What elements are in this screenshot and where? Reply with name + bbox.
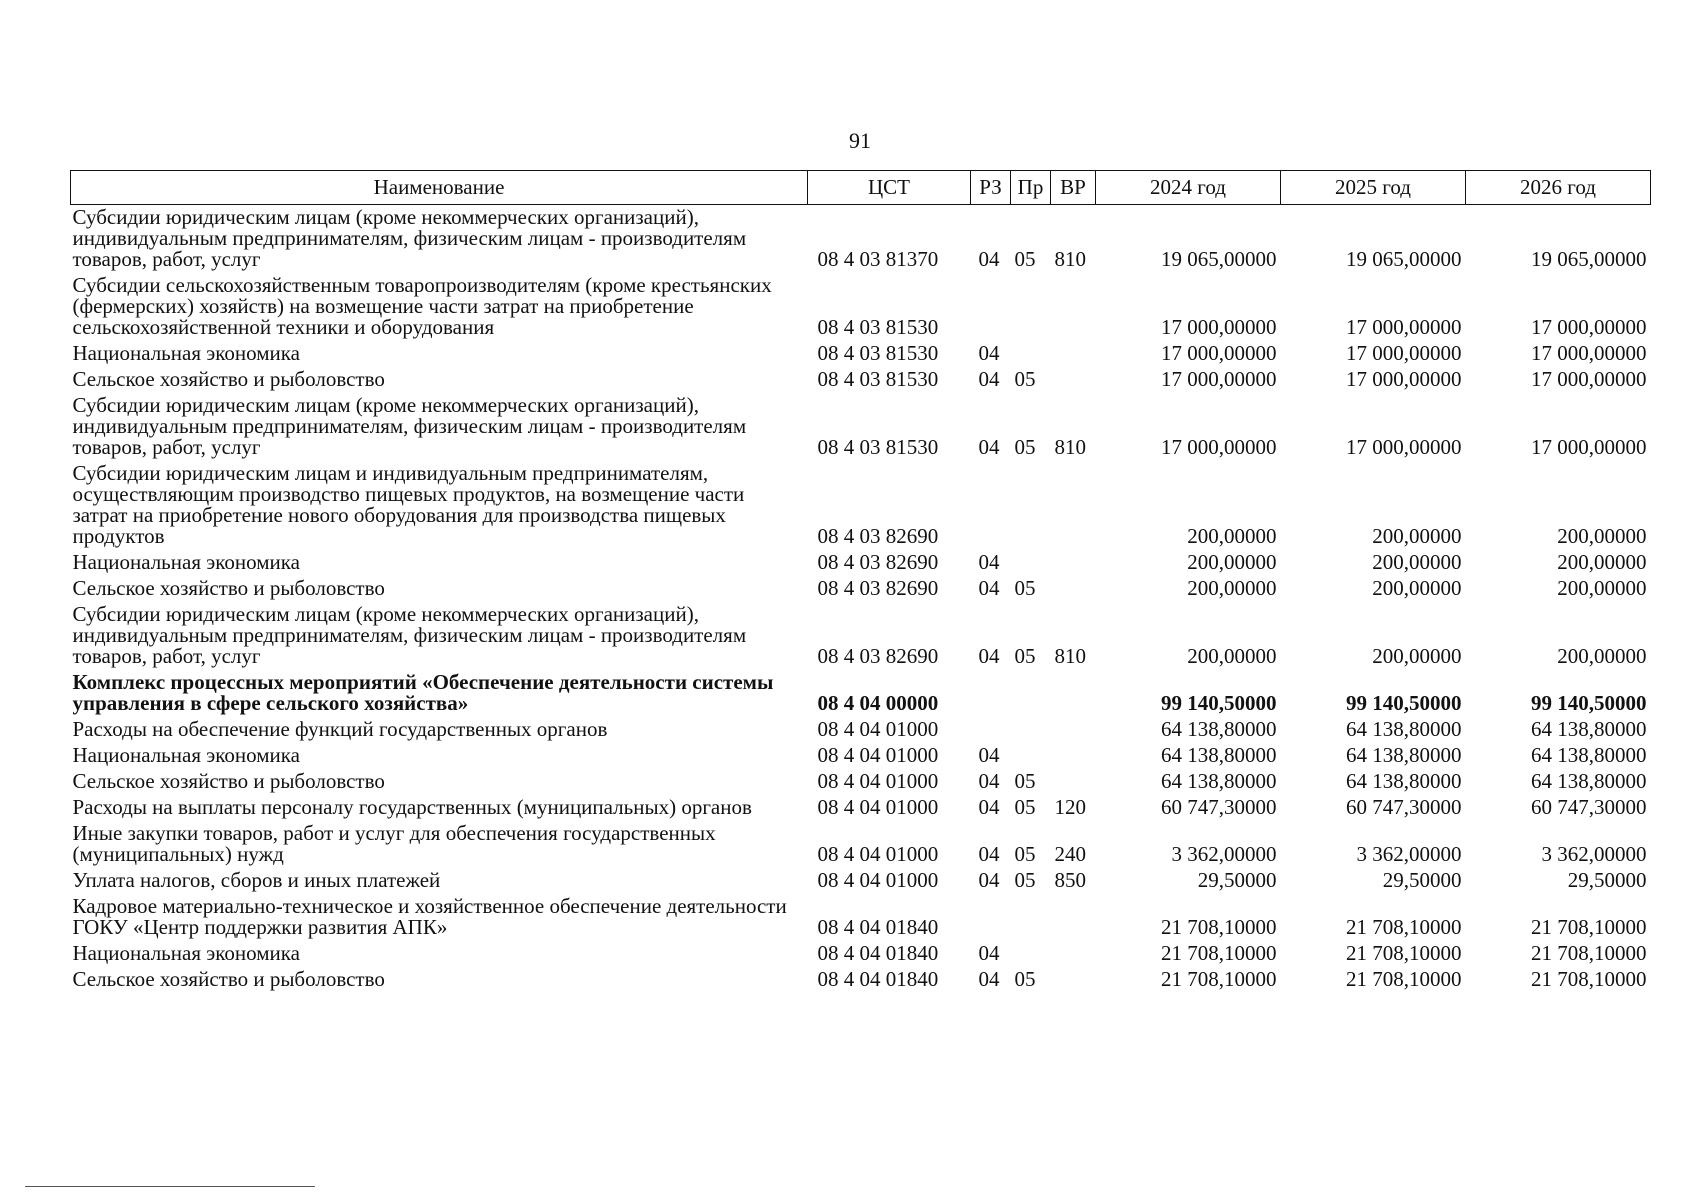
cell-name: Кадровое материально-техническое и хозяйственное обеспечение деятельности ГОКУ «Центр поддержки развития АПК» [72,894,787,939]
cell-pr [1011,894,1051,941]
cell-rz: 04 [978,743,1000,767]
cell-y2024: 21 708,10000 [1161,915,1277,939]
cell-name: Субсидии юридическим лицам (кроме некоммерческих организаций), индивидуальным предпринимателям, физическим лицам - производителям товаров, работ, услуг [72,205,747,271]
cell-rz: 04 [978,247,1000,271]
table-row [71,670,1651,717]
cell-vr [1051,550,1096,576]
cell-pr: 05 [1014,769,1036,793]
cell-name: Уплата налогов, сборов и иных платежей [72,868,441,892]
cell-y2026: 200,00000 [1557,644,1647,668]
cell-rz: 04 [978,367,1000,391]
cell-y2024: 200,00000 [1187,550,1277,574]
cell-y2025: 60 747,30000 [1346,795,1462,819]
cell-y2025: 64 138,80000 [1346,769,1462,793]
cell-y2025: 21 708,10000 [1346,941,1462,965]
cell-name: Расходы на выплаты персоналу государственных (муниципальных) органов [72,795,752,819]
cell-name: Сельское хозяйство и рыболовство [72,769,385,793]
cell-vr: 240 [1054,842,1086,866]
cell-y2025: 200,00000 [1372,550,1462,574]
cell-rz: 04 [978,941,1000,965]
table-row [71,821,1651,868]
cell-y2024: 17 000,00000 [1161,367,1277,391]
cell-cst: 08 4 04 01000 [817,743,939,767]
cell-y2026: 200,00000 [1557,576,1647,600]
table-row [71,868,1651,894]
cell-y2025: 3 362,00000 [1356,842,1462,866]
cell-rz: 04 [978,644,1000,668]
cell-y2026: 21 708,10000 [1531,915,1647,939]
cell-cst: 08 4 04 01000 [817,717,939,741]
cell-y2026: 64 138,80000 [1531,717,1647,741]
cell-vr [1051,769,1096,795]
cell-y2024: 64 138,80000 [1161,717,1277,741]
cell-cst: 08 4 04 00000 [817,691,939,715]
cell-vr: 810 [1054,247,1086,271]
cell-y2025: 200,00000 [1372,576,1462,600]
budget-table [70,170,1651,993]
cell-y2024: 19 065,00000 [1161,247,1277,271]
cell-y2026: 200,00000 [1557,550,1647,574]
cell-pr [1011,670,1051,717]
cell-vr: 810 [1054,435,1086,459]
cell-pr: 05 [1014,644,1036,668]
cell-name: Национальная экономика [72,743,300,767]
cell-y2024: 200,00000 [1187,576,1277,600]
cell-rz: 04 [978,341,1000,365]
cell-pr [1011,717,1051,743]
table-row [71,717,1651,743]
cell-vr [1051,941,1096,967]
cell-cst: 08 4 04 01840 [817,915,939,939]
cell-y2026: 29,50000 [1567,868,1647,892]
cell-y2025: 99 140,50000 [1346,691,1462,715]
cell-name: Национальная экономика [72,341,300,365]
cell-y2026: 99 140,50000 [1531,691,1647,715]
cell-name: Субсидии сельскохозяйственным товаропроизводителям (кроме крестьянских (фермерских) хозяйств) на возмещение части затрат на приобретение сельскохозяйственной техники и оборудования [72,273,772,339]
cell-pr [1011,941,1051,967]
cell-y2024: 200,00000 [1187,644,1277,668]
cell-pr [1011,743,1051,769]
cell-pr: 05 [1014,435,1036,459]
cell-rz [971,461,1011,550]
cell-pr: 05 [1014,367,1036,391]
cell-y2024: 21 708,10000 [1161,967,1277,991]
cell-name: Субсидии юридическим лицам (кроме некоммерческих организаций), индивидуальным предпринимателям, физическим лицам - производителям товаров, работ, услуг [72,602,747,668]
cell-rz: 04 [978,576,1000,600]
cell-vr [1051,894,1096,941]
cell-y2025: 200,00000 [1372,524,1462,548]
cell-name: Сельское хозяйство и рыболовство [72,367,385,391]
table-row [71,273,1651,341]
column-header-cst: ЦСТ [808,171,971,205]
cell-vr [1051,967,1096,993]
cell-y2026: 17 000,00000 [1531,435,1647,459]
cell-y2024: 60 747,30000 [1161,795,1277,819]
table-row [71,769,1651,795]
cell-vr [1051,717,1096,743]
column-header-2025: 2025 год [1281,171,1466,205]
cell-pr: 05 [1014,795,1036,819]
cell-cst: 08 4 04 01840 [817,941,939,965]
cell-y2024: 17 000,00000 [1161,435,1277,459]
cell-y2026: 19 065,00000 [1531,247,1647,271]
table-row [71,894,1651,941]
cell-rz [971,717,1011,743]
cell-rz: 04 [978,868,1000,892]
cell-cst: 08 4 03 82690 [817,524,939,548]
table-row [71,393,1651,461]
page-number: 91 [849,128,871,153]
cell-rz [971,894,1011,941]
cell-y2024: 99 140,50000 [1161,691,1277,715]
cell-cst: 08 4 04 01000 [817,795,939,819]
cell-y2026: 17 000,00000 [1531,341,1647,365]
cell-cst: 08 4 03 82690 [817,550,939,574]
cell-vr: 850 [1054,868,1086,892]
cell-name: Расходы на обеспечение функций государственных органов [72,717,608,741]
cell-rz [971,273,1011,341]
cell-pr [1011,273,1051,341]
cell-cst: 08 4 04 01000 [817,769,939,793]
cell-y2026: 64 138,80000 [1531,769,1647,793]
cell-cst: 08 4 03 81530 [817,367,939,391]
cell-y2024: 64 138,80000 [1161,769,1277,793]
cell-name: Национальная экономика [72,550,300,574]
cell-vr [1051,743,1096,769]
footer-divider [25,1186,315,1187]
cell-y2025: 17 000,00000 [1346,341,1462,365]
cell-cst: 08 4 03 82690 [817,644,939,668]
cell-rz: 04 [978,842,1000,866]
cell-vr [1051,341,1096,367]
cell-vr: 120 [1054,795,1086,819]
cell-vr: 810 [1054,644,1086,668]
cell-y2026: 17 000,00000 [1531,315,1647,339]
cell-y2025: 21 708,10000 [1346,915,1462,939]
cell-cst: 08 4 03 82690 [817,576,939,600]
cell-y2025: 21 708,10000 [1346,967,1462,991]
cell-pr: 05 [1014,576,1036,600]
cell-name: Сельское хозяйство и рыболовство [72,967,385,991]
cell-name: Комплекс процессных мероприятий «Обеспечение деятельности системы управления в сфере сельского хозяйства» [72,670,774,715]
cell-y2026: 64 138,80000 [1531,743,1647,767]
cell-name: Иные закупки товаров, работ и услуг для обеспечения государственных (муниципальных) нужд [72,821,716,866]
cell-y2024: 29,50000 [1197,868,1277,892]
cell-name: Национальная экономика [72,941,300,965]
table-row [71,461,1651,550]
cell-y2025: 17 000,00000 [1346,435,1462,459]
table-row [71,795,1651,821]
cell-rz: 04 [978,769,1000,793]
cell-name: Субсидии юридическим лицам (кроме некоммерческих организаций), индивидуальным предпринимателям, физическим лицам - производителям товаров, работ, услуг [72,393,747,459]
cell-y2024: 17 000,00000 [1161,341,1277,365]
table-body [71,205,1651,994]
column-header-pr: Пр [1011,171,1051,205]
cell-y2026: 21 708,10000 [1531,967,1647,991]
cell-rz: 04 [978,435,1000,459]
cell-pr: 05 [1014,842,1036,866]
table-row [71,550,1651,576]
cell-y2026: 3 362,00000 [1541,842,1647,866]
cell-y2024: 3 362,00000 [1171,842,1277,866]
cell-name: Сельское хозяйство и рыболовство [72,576,385,600]
cell-y2026: 17 000,00000 [1531,367,1647,391]
cell-vr [1051,461,1096,550]
cell-y2025: 17 000,00000 [1346,315,1462,339]
cell-cst: 08 4 04 01840 [817,967,939,991]
table-row [71,341,1651,367]
table-row [71,602,1651,670]
cell-pr [1011,550,1051,576]
column-header-rz: РЗ [971,171,1011,205]
cell-cst: 08 4 03 81530 [817,315,939,339]
column-header-2026: 2026 год [1466,171,1651,205]
cell-pr: 05 [1014,967,1036,991]
cell-cst: 08 4 03 81530 [817,341,939,365]
cell-cst: 08 4 04 01000 [817,868,939,892]
cell-rz: 04 [978,967,1000,991]
cell-y2025: 200,00000 [1372,644,1462,668]
cell-vr [1051,367,1096,393]
cell-y2025: 17 000,00000 [1346,367,1462,391]
cell-pr: 05 [1014,247,1036,271]
column-header-name: Наименование [71,171,808,205]
table-row [71,576,1651,602]
cell-y2024: 200,00000 [1187,524,1277,548]
cell-rz [971,670,1011,717]
cell-y2026: 200,00000 [1557,524,1647,548]
cell-rz: 04 [978,795,1000,819]
table-row [71,205,1651,274]
table-row [71,367,1651,393]
cell-pr [1011,461,1051,550]
cell-y2025: 19 065,00000 [1346,247,1462,271]
cell-y2025: 64 138,80000 [1346,717,1462,741]
cell-y2024: 17 000,00000 [1161,315,1277,339]
cell-vr [1051,273,1096,341]
cell-name: Субсидии юридическим лицам и индивидуальным предпринимателям, осуществляющим производство пищевых продуктов, на возмещение части затрат на приобретение нового оборудования для производства пищевых продуктов [72,461,745,548]
cell-pr: 05 [1014,868,1036,892]
cell-pr [1011,341,1051,367]
cell-rz: 04 [978,550,1000,574]
cell-cst: 08 4 03 81370 [817,247,939,271]
cell-y2025: 29,50000 [1382,868,1462,892]
cell-cst: 08 4 03 81530 [817,435,939,459]
table-header-row [71,171,1651,205]
cell-y2024: 21 708,10000 [1161,941,1277,965]
column-header-2024: 2024 год [1096,171,1281,205]
cell-vr [1051,576,1096,602]
cell-y2026: 60 747,30000 [1531,795,1647,819]
cell-y2025: 64 138,80000 [1346,743,1462,767]
cell-y2026: 21 708,10000 [1531,941,1647,965]
table-row [71,743,1651,769]
cell-vr [1051,670,1096,717]
table-row [71,967,1651,993]
cell-y2024: 64 138,80000 [1161,743,1277,767]
table-row [71,941,1651,967]
column-header-vr: ВР [1051,171,1096,205]
cell-cst: 08 4 04 01000 [817,842,939,866]
